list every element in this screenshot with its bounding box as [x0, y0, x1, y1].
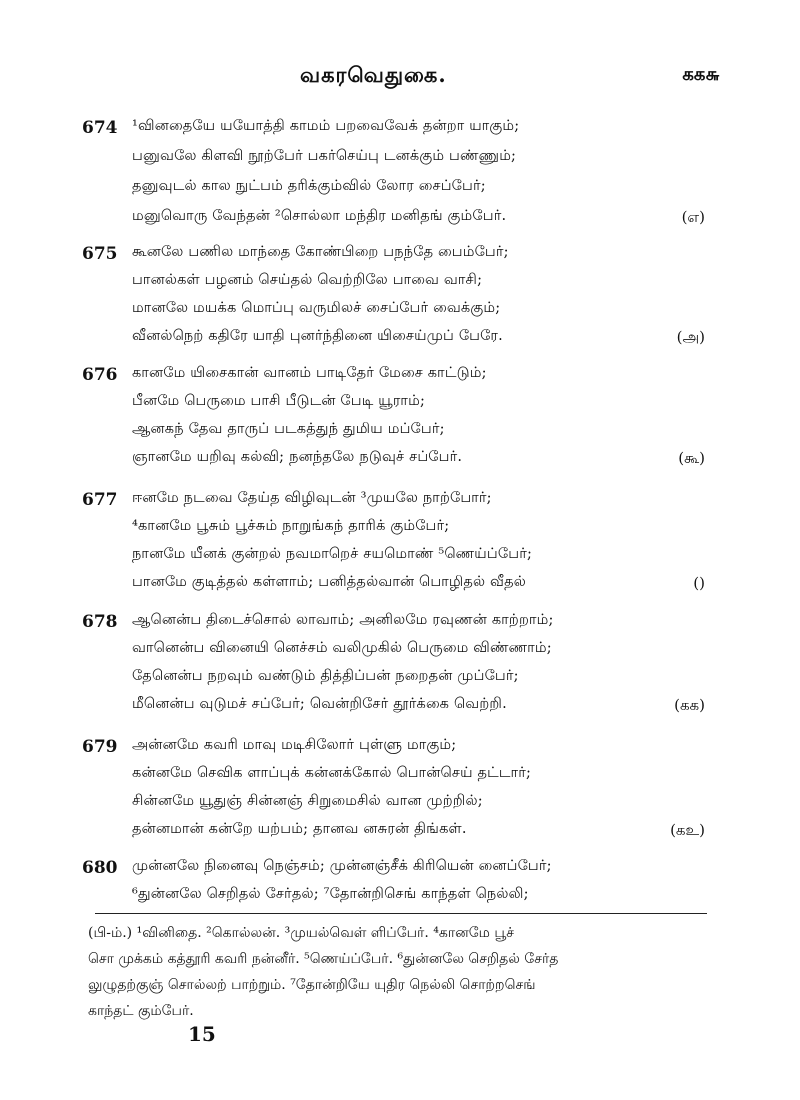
- note-line: லுழுதற்குஞ் சொல்லற் பாற்றும். ⁷தோன்றியே யுதிர நெல்லி சொற்றசெங்: [88, 977, 536, 993]
- verse-line: பானல்கள் பழனம் செய்தல் வெற்றிலே பாவை வாசி;: [132, 272, 483, 288]
- verse-mark: (): [693, 574, 705, 592]
- footnote-rule: [95, 913, 707, 914]
- verse-line: பீனமே பெருமை பாசி பீடுடன் பேடி யூராம்;: [132, 393, 426, 409]
- verse-line: வீனல்நெற் கதிரே யாதி புனர்ந்தினை யிசைய்முப் பேரே.: [132, 328, 503, 344]
- verse-line: கானமே யிசைகான் வானம் பாடிதேர் மேசை காட்டும்;: [132, 365, 487, 381]
- page-header: [0, 62, 800, 102]
- verse-line: கன்னமே செவிக ளாப்புக் கன்னக்கோல் பொன்செய் தட்டார்;: [132, 765, 532, 781]
- verse-number: 674: [82, 118, 118, 138]
- running-title: வகரவெதுகை.: [300, 62, 447, 87]
- verse-mark: (கக): [674, 696, 705, 714]
- verse-line: பனுவலே கிளவி நூற்பேர் பகர்செய்பு டனக்கும் பண்ணும்;: [132, 148, 517, 164]
- verse-line: தேனென்ப நறவும் வண்டும் தித்திப்பன் நறைதன் முப்பேர்;: [132, 668, 519, 684]
- variant-readings-notes: [88, 920, 728, 1024]
- verse-line: பானமே குடித்தல் கள்ளாம்; பனித்தல்வான் பொழிதல் வீதல்: [132, 574, 527, 590]
- verse-line: முன்னலே நினைவு நெஞ்சம்; முன்னஞ்சீக் கிரியென் னைப்பேர்;: [132, 858, 552, 874]
- verse-line: மீனென்ப வுடுமச் சப்பேர்; வென்றிசேர் தூர்க்கை வெற்றி.: [132, 696, 507, 712]
- note-line: சொ முக்கம் கத்தூரி கவரி நன்னீர். ⁵ணெய்ப்பேர். ⁶துன்னலே செறிதல் சேர்த: [88, 951, 559, 967]
- verse-line: தனுவுடல் கால நுட்பம் தரிக்கும்வில் லோர சைப்பேர்;: [132, 178, 486, 194]
- verse-line: ஆனகந் தேவ தாருப் படகத்துந் துமிய மப்பேர்;: [132, 421, 445, 437]
- verse-line: தன்னமான் கன்றே யற்பம்; தானவ னசுரன் திங்கள்.: [132, 821, 467, 837]
- verse-line: நானமே யீனக் குன்றல் நவமாறெச் சயமொண் ⁵ணெய்ப்பேர்;: [132, 546, 533, 562]
- folio-number: கக௬: [682, 64, 720, 85]
- verse-number: 678: [82, 612, 118, 632]
- verse-mark: (கூ): [678, 449, 705, 467]
- verse-line: மனுவொரு வேந்தன் ²சொல்லா மந்திர மனிதங் கும்பேர்.: [132, 208, 507, 224]
- verse-mark: (அ): [676, 328, 705, 346]
- verse-mark: (எ): [681, 208, 705, 226]
- verse-line: ஆனென்ப திடைச்சொல் லாவாம்; அனிலமே ரவுணன் காற்றாம்;: [132, 612, 554, 628]
- verse-line: வானென்ப வினையி னெச்சம் வலிமுகில் பெருமை விண்ணாம்;: [132, 640, 552, 656]
- verse-line: மானலே மயக்க மொப்பு வருமிலச் சைப்பேர் வைக்கும்;: [132, 300, 501, 316]
- verse-line: அன்னமே கவரி மாவு மடிசிலோர் புள்ளு மாகும்;: [132, 737, 457, 753]
- note-line: (பி-ம்.) ¹வினிதை. ²கொல்லன். ³முயல்வெள் ளிப்பேர். ⁴கானமே பூச்: [88, 925, 514, 941]
- note-line: காந்தட் கும்பேர்.: [88, 1003, 194, 1019]
- page-number: 15: [188, 1022, 216, 1046]
- verse-number: 680: [82, 858, 118, 878]
- verse-number: 675: [82, 244, 118, 264]
- verse-line: கூனலே பணில மாந்தை கோண்பிறை பநந்தே பைம்பேர்;: [132, 244, 509, 260]
- verse-mark: (கஉ): [670, 821, 705, 839]
- verse-line: ⁴கானமே பூசும் பூச்சும் நாறுங்கந் தாரிக் கும்பேர்;: [132, 518, 450, 534]
- verse-number: 679: [82, 737, 118, 757]
- verse-line: ¹வினதையே யயோத்தி காமம் பறவைவேக் தன்றா யாகும்;: [132, 118, 520, 134]
- verse-number: 677: [82, 490, 118, 510]
- verse-line: சின்னமே யூதுஞ் சின்னஞ் சிறுமைசில் வான முற்றில்;: [132, 793, 483, 809]
- verse-line: ஞானமே யறிவு கல்வி; நனந்தலே நடுவுச் சப்பேர்.: [132, 449, 463, 465]
- verse-line: ஈனமே நடவை தேய்த விழிவுடன் ³முயலே நாற்போர்;: [132, 490, 492, 506]
- verse-line: ⁶துன்னலே செறிதல் சேர்தல்; ⁷தோன்றிசெங் காந்தள் நெல்லி;: [132, 886, 529, 902]
- verse-number: 676: [82, 365, 118, 385]
